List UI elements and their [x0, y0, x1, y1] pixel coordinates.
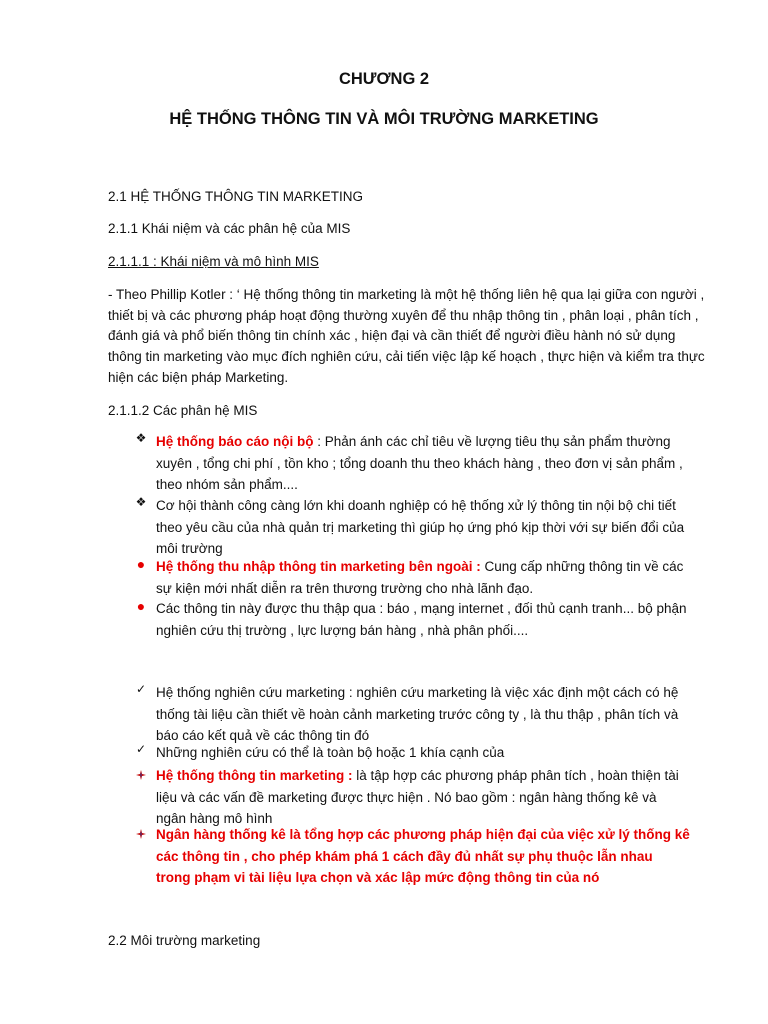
item-red-label: Hệ thống thông tin marketing : [156, 768, 353, 783]
list-item [130, 431, 690, 496]
flag-bullet-icon [130, 824, 152, 842]
dot-bullet-icon: ● [136, 556, 146, 572]
section-heading-2-1: 2.1 HỆ THỐNG THÔNG TIN MARKETING [108, 189, 364, 204]
flag-bullet-icon [130, 765, 152, 783]
item-text: : Phản ánh các chỉ tiêu về lượng tiêu thụ sản phẩm thường xuyên , tổng chi phí , tồn kho ; tổng doanh thu theo khách hàng , theo đơn vị sản phẩm , theo nhóm sản phẩm.... [156, 434, 683, 492]
item-text: Cung cấp những thông tin về các sự kiện mới nhất diễn ra trên thương trường cho nhà lãnh đạo. [156, 559, 684, 596]
item-text: Cơ hội thành công càng lớn khi doanh nghiệp có hệ thống xử lý thông tin nội bộ chi tiết theo yêu cầu của nhà quản trị marketing thì giúp họ ứng phó kịp thời với sự biến đổi của môi trường [156, 498, 685, 556]
item-text: Những nghiên cứu có thể là toàn bộ hoặc 1 khía cạnh của [156, 745, 505, 760]
list-item-text [156, 556, 690, 599]
section-heading-2-1-1-1: 2.1.1.1 : Khái niệm và mô hình MIS [108, 254, 319, 269]
item-text: là tập hợp các phương pháp phân tích , hoàn thiện tài liệu và các vấn đề marketing được thực hiện . Nó bao gồm : ngân hàng thống kê và ngân hàng mô hình [156, 768, 679, 826]
dot-bullet-icon: ● [136, 598, 146, 614]
diamond-bullet-icon: ❖ [135, 495, 147, 509]
kotler-paragraph: - Theo Phillip Kotler : ‘ Hệ thống thông tin marketing là một hệ thống liên hệ qua lại giữa con người , thiết bị và các phương pháp hoạt động thường xuyên để thu nhập thông tin , phân loại , phân tích , đánh giá và phổ biến thông tin chính xác , hiện đại và cần thiết để người điều hành nó sử dụng thông tin marketing vào mục đích nghiên cứu, cải tiến việc lập kế hoạch , thực hiện và kiểm tra thực hiện các biện pháp Marketing. [108, 287, 705, 385]
list-item [130, 742, 690, 764]
list-item [130, 556, 690, 599]
section-heading-2-2: 2.2 Môi trường marketing [108, 933, 261, 948]
item-text: Hệ thống nghiên cứu marketing : nghiên cứu marketing là việc xác định một cách có hệ thống tài liệu cần thiết về hoàn cảnh marketing trước công ty , là thu thập , phân tích và báo cáo kết quả về các thông tin đó [156, 685, 679, 743]
list-item [130, 598, 690, 641]
list-item [130, 824, 690, 889]
checkmark-bullet-icon: ✓ [135, 682, 147, 696]
item-red-label: Hệ thống thu nhập thông tin marketing bên ngoài : [156, 559, 481, 574]
chapter-title: HỆ THỐNG THÔNG TIN VÀ MÔI TRƯỜNG MARKETING [169, 110, 599, 128]
list-item-text [156, 765, 690, 830]
item-red-label: Hệ thống báo cáo nội bộ [156, 434, 314, 449]
item-red-text: Ngân hàng thống kê là tổng hợp các phương pháp hiện đại của việc xử lý thống kê các thông tin , cho phép khám phá 1 cách đầy đủ nhất sự phụ thuộc lẫn nhau trong phạm vi tài liệu lựa chọn và xác lập mức động thông tin của nó [156, 827, 690, 885]
list-item-text [156, 431, 690, 496]
chapter-heading: CHƯƠNG 2 [338, 70, 430, 88]
item-text: Các thông tin này được thu thập qua : báo , mạng internet , đối thủ cạnh tranh... bộ phận nghiên cứu thị trường , lực lượng bán hàng , nhà phân phối.... [156, 601, 687, 638]
checkmark-bullet-icon: ✓ [135, 742, 147, 756]
list-item [130, 495, 690, 560]
list-item [130, 682, 690, 747]
diamond-bullet-icon: ❖ [135, 431, 147, 445]
section-heading-2-1-1-2: 2.1.1.2 Các phân hệ MIS [108, 403, 258, 418]
list-item [130, 765, 690, 830]
section-heading-2-1-1: 2.1.1 Khái niệm và các phân hệ của MIS [108, 221, 351, 236]
